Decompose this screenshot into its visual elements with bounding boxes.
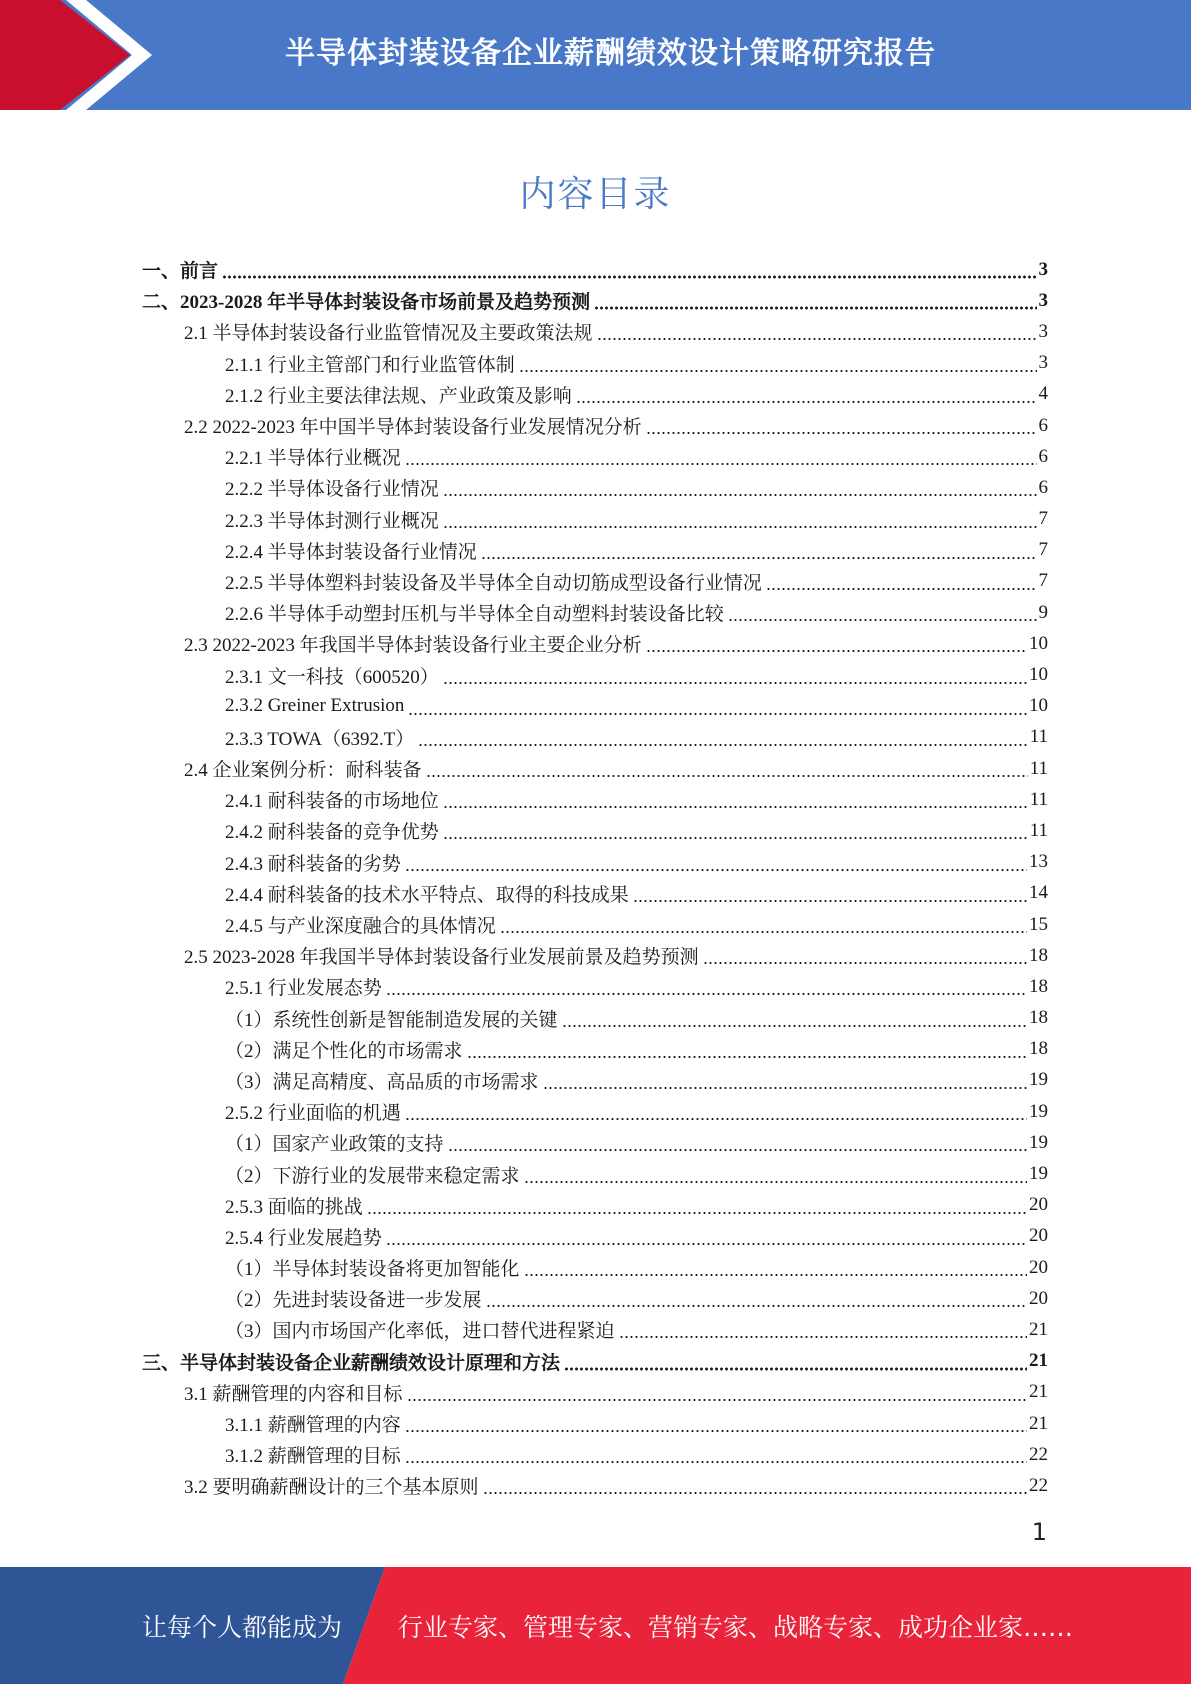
footer-slogan-left: 让每个人都能成为 bbox=[142, 1612, 343, 1642]
toc-entry-page: 18 bbox=[1029, 1007, 1048, 1029]
dot-leader bbox=[443, 510, 1037, 529]
toc-entry[interactable] bbox=[142, 1003, 1048, 1034]
toc-entry-label: 2.3.1 文一科技（600520） bbox=[225, 666, 439, 688]
toc-entry-page: 3 bbox=[1038, 320, 1048, 342]
toc-entry[interactable] bbox=[142, 628, 1048, 659]
dot-leader bbox=[222, 260, 1036, 279]
toc-entry-label: 2.2.6 半导体手动塑封压机与半导体全自动塑料封装设备比较 bbox=[225, 604, 724, 626]
toc-entry[interactable] bbox=[142, 971, 1048, 1002]
toc-entry[interactable] bbox=[142, 659, 1048, 690]
toc-entry-page: 14 bbox=[1029, 882, 1048, 904]
toc-entry-label: 3.2 要明确薪酬设计的三个基本原则 bbox=[184, 1477, 479, 1499]
toc-entry-label: 2.3 2022-2023 年我国半导体封装设备行业主要企业分析 bbox=[184, 635, 642, 657]
toc-entry-label: 2.5 2023-2028 年我国半导体封装设备行业发展前景及趋势预测 bbox=[184, 947, 699, 969]
report-title: 半导体封装设备企业薪酬绩效设计策略研究报告 bbox=[285, 36, 936, 71]
dot-leader bbox=[524, 1258, 1027, 1277]
toc-entry[interactable] bbox=[142, 1283, 1048, 1314]
toc-entry[interactable] bbox=[142, 285, 1048, 316]
dot-leader bbox=[467, 1040, 1027, 1059]
toc-entry-page: 11 bbox=[1029, 819, 1048, 841]
toc-entry[interactable] bbox=[142, 1346, 1048, 1377]
toc-entry-label: 3.1.1 薪酬管理的内容 bbox=[225, 1415, 401, 1437]
dot-leader bbox=[367, 1196, 1027, 1215]
header-banner bbox=[0, 0, 1191, 110]
toc-entry[interactable] bbox=[142, 847, 1048, 878]
toc-entry-label: （1）半导体封装设备将更加智能化 bbox=[225, 1259, 520, 1281]
toc-entry[interactable] bbox=[142, 940, 1048, 971]
toc-entry-label: 2.5.2 行业面临的机遇 bbox=[225, 1103, 401, 1125]
toc-entry[interactable] bbox=[142, 784, 1048, 815]
toc-entry[interactable] bbox=[142, 1252, 1048, 1283]
toc-entry-label: 2.4.1 耐科装备的市场地位 bbox=[225, 791, 439, 813]
dot-leader bbox=[594, 291, 1036, 310]
dot-leader bbox=[597, 322, 1037, 341]
toc-entry-label: 2.5.4 行业发展趋势 bbox=[225, 1227, 382, 1249]
toc-entry-page: 10 bbox=[1029, 632, 1048, 654]
toc-entry[interactable] bbox=[142, 1408, 1048, 1439]
toc-entry-label: 一、前言 bbox=[142, 261, 219, 283]
toc-entry-label: 2.5.3 面临的挑战 bbox=[225, 1196, 363, 1218]
table-of-contents bbox=[142, 254, 1048, 1502]
dot-leader bbox=[703, 946, 1027, 965]
toc-entry-page: 19 bbox=[1029, 1163, 1048, 1185]
dot-leader bbox=[386, 977, 1027, 996]
toc-entry[interactable] bbox=[142, 1221, 1048, 1252]
dot-leader bbox=[407, 1383, 1027, 1402]
toc-entry-page: 9 bbox=[1038, 601, 1048, 623]
dot-leader bbox=[519, 354, 1037, 373]
toc-entry-label: 2.4 企业案例分析：耐科装备 bbox=[184, 760, 422, 782]
toc-entry-label: 2.1.1 行业主管部门和行业监管体制 bbox=[225, 354, 515, 376]
toc-entry-page: 7 bbox=[1038, 570, 1048, 592]
toc-heading: 内容目录 bbox=[519, 174, 672, 215]
toc-entry-page: 11 bbox=[1029, 757, 1048, 779]
footer-banner bbox=[0, 1567, 1191, 1684]
dot-leader bbox=[646, 634, 1027, 653]
toc-entry[interactable] bbox=[142, 691, 1048, 722]
dot-leader bbox=[500, 915, 1027, 934]
dot-leader bbox=[766, 572, 1037, 591]
toc-entry-label: 2.5.1 行业发展态势 bbox=[225, 978, 382, 1000]
toc-entry[interactable] bbox=[142, 815, 1048, 846]
dot-leader bbox=[443, 666, 1027, 685]
toc-entry-label: 2.4.3 耐科装备的劣势 bbox=[225, 853, 401, 875]
toc-entry-page: 19 bbox=[1029, 1131, 1048, 1153]
toc-entry-label: 2.2.1 半导体行业概况 bbox=[225, 448, 401, 470]
toc-entry[interactable] bbox=[142, 1096, 1048, 1127]
toc-entry[interactable] bbox=[142, 348, 1048, 379]
toc-entry[interactable] bbox=[142, 1065, 1048, 1096]
toc-entry-label: 2.1.2 行业主要法律法规、产业政策及影响 bbox=[225, 385, 572, 407]
toc-entry[interactable] bbox=[142, 909, 1048, 940]
toc-entry-label: 三、半导体封装设备企业薪酬绩效设计原理和方法 bbox=[142, 1352, 561, 1374]
toc-entry-label: 2.4.2 耐科装备的竞争优势 bbox=[225, 822, 439, 844]
toc-entry-label: （2）下游行业的发展带来稳定需求 bbox=[225, 1165, 520, 1187]
dot-leader bbox=[443, 821, 1028, 840]
dot-leader bbox=[481, 541, 1037, 560]
toc-entry[interactable] bbox=[142, 1034, 1048, 1065]
dot-leader bbox=[524, 1165, 1027, 1184]
toc-entry[interactable] bbox=[142, 1158, 1048, 1189]
toc-entry-label: 二、2023-2028 年半导体封装设备市场前景及趋势预测 bbox=[142, 292, 591, 314]
dot-leader bbox=[408, 697, 1027, 716]
toc-entry-label: 2.3.3 TOWA（6392.T） bbox=[225, 728, 415, 750]
dot-leader bbox=[448, 1133, 1027, 1152]
toc-entry[interactable] bbox=[142, 566, 1048, 597]
red-arrow-shape bbox=[0, 0, 130, 110]
dot-leader bbox=[405, 853, 1027, 872]
dot-leader bbox=[426, 759, 1028, 778]
toc-entry-page: 21 bbox=[1029, 1318, 1048, 1340]
dot-leader bbox=[576, 385, 1037, 404]
toc-entry-page: 20 bbox=[1029, 1256, 1048, 1278]
toc-entry-label: （1）系统性创新是智能制造发展的关键 bbox=[225, 1009, 558, 1031]
toc-entry-page: 7 bbox=[1038, 539, 1048, 561]
toc-entry-label: 2.4.4 耐科装备的技术水平特点、取得的科技成果 bbox=[225, 884, 629, 906]
toc-entry-label: （2）满足个性化的市场需求 bbox=[225, 1040, 463, 1062]
dot-leader bbox=[418, 728, 1027, 747]
toc-entry-page: 6 bbox=[1038, 476, 1048, 498]
toc-entry-label: 3.1 薪酬管理的内容和目标 bbox=[184, 1383, 403, 1405]
dot-leader bbox=[562, 1009, 1027, 1028]
dot-leader bbox=[443, 478, 1037, 497]
toc-entry[interactable] bbox=[142, 597, 1048, 628]
dot-leader bbox=[405, 447, 1037, 466]
toc-entry-page: 6 bbox=[1038, 445, 1048, 467]
toc-entry-page: 21 bbox=[1029, 1381, 1048, 1403]
toc-entry[interactable] bbox=[142, 1470, 1048, 1501]
dot-leader bbox=[386, 1227, 1027, 1246]
dot-leader bbox=[564, 1352, 1027, 1371]
toc-entry-page: 3 bbox=[1038, 258, 1048, 280]
toc-entry-page: 22 bbox=[1029, 1443, 1048, 1465]
toc-entry-page: 11 bbox=[1029, 726, 1048, 748]
toc-entry[interactable] bbox=[142, 722, 1048, 753]
toc-entry[interactable] bbox=[142, 472, 1048, 503]
toc-entry[interactable] bbox=[142, 1190, 1048, 1221]
toc-entry-page: 10 bbox=[1029, 664, 1048, 686]
toc-entry[interactable] bbox=[142, 254, 1048, 285]
toc-entry-page: 13 bbox=[1029, 851, 1048, 873]
toc-entry[interactable] bbox=[142, 504, 1048, 535]
dot-leader bbox=[443, 790, 1028, 809]
toc-entry-page: 21 bbox=[1029, 1412, 1048, 1434]
dot-leader bbox=[405, 1445, 1027, 1464]
footer-slogan-right: 行业专家、管理专家、营销专家、战略专家、成功企业家…… bbox=[398, 1612, 1074, 1642]
toc-entry-page: 19 bbox=[1029, 1069, 1048, 1091]
dot-leader bbox=[483, 1476, 1027, 1495]
toc-entry[interactable] bbox=[142, 1439, 1048, 1470]
toc-entry-label: 2.2.5 半导体塑料封装设备及半导体全自动切筋成型设备行业情况 bbox=[225, 572, 762, 594]
toc-entry-page: 22 bbox=[1029, 1474, 1048, 1496]
toc-entry-label: 2.2 2022-2023 年中国半导体封装设备行业发展情况分析 bbox=[184, 417, 642, 439]
toc-entry-page: 6 bbox=[1038, 414, 1048, 436]
toc-entry[interactable] bbox=[142, 1314, 1048, 1345]
toc-entry-label: 2.2.2 半导体设备行业情况 bbox=[225, 479, 439, 501]
toc-entry-page: 4 bbox=[1038, 383, 1048, 405]
toc-entry-page: 15 bbox=[1029, 913, 1048, 935]
toc-entry[interactable] bbox=[142, 878, 1048, 909]
toc-entry-label: （3）国内市场国产化率低，进口替代进程紧迫 bbox=[225, 1321, 615, 1343]
toc-entry-page: 20 bbox=[1029, 1194, 1048, 1216]
toc-entry-page: 11 bbox=[1029, 788, 1048, 810]
dot-leader bbox=[619, 1320, 1027, 1339]
toc-entry-page: 21 bbox=[1029, 1350, 1048, 1372]
toc-entry[interactable] bbox=[142, 441, 1048, 472]
toc-entry-label: 2.3.2 Greiner Extrusion bbox=[225, 695, 405, 717]
toc-entry-label: （1）国家产业政策的支持 bbox=[225, 1134, 444, 1156]
toc-entry-page: 3 bbox=[1038, 289, 1048, 311]
dot-leader bbox=[543, 1071, 1027, 1090]
toc-entry[interactable] bbox=[142, 1377, 1048, 1408]
page-number: 1 bbox=[1031, 1518, 1047, 1546]
dot-leader bbox=[633, 884, 1027, 903]
toc-entry-label: 3.1.2 薪酬管理的目标 bbox=[225, 1446, 401, 1468]
toc-entry[interactable] bbox=[142, 410, 1048, 441]
toc-entry[interactable] bbox=[142, 753, 1048, 784]
toc-entry-page: 20 bbox=[1029, 1225, 1048, 1247]
toc-entry-page: 7 bbox=[1038, 508, 1048, 530]
toc-entry-page: 19 bbox=[1029, 1100, 1048, 1122]
toc-entry-label: 2.1 半导体封装设备行业监管情况及主要政策法规 bbox=[184, 323, 593, 345]
toc-entry-label: 2.2.4 半导体封装设备行业情况 bbox=[225, 541, 477, 563]
toc-entry-label: 2.2.3 半导体封测行业概况 bbox=[225, 510, 439, 532]
toc-entry-page: 18 bbox=[1029, 975, 1048, 997]
dot-leader bbox=[728, 603, 1037, 622]
toc-entry-page: 18 bbox=[1029, 944, 1048, 966]
toc-entry-page: 20 bbox=[1029, 1287, 1048, 1309]
dot-leader bbox=[486, 1289, 1027, 1308]
toc-entry-label: （3）满足高精度、高品质的市场需求 bbox=[225, 1071, 539, 1093]
toc-entry-label: 2.4.5 与产业深度融合的具体情况 bbox=[225, 916, 496, 938]
toc-entry[interactable] bbox=[142, 316, 1048, 347]
toc-entry-page: 10 bbox=[1029, 695, 1048, 717]
toc-entry-page: 18 bbox=[1029, 1038, 1048, 1060]
dot-leader bbox=[405, 1102, 1027, 1121]
toc-entry-label: （2）先进封装设备进一步发展 bbox=[225, 1290, 482, 1312]
toc-entry-page: 3 bbox=[1038, 352, 1048, 374]
dot-leader bbox=[405, 1414, 1027, 1433]
toc-entry[interactable] bbox=[142, 379, 1048, 410]
dot-leader bbox=[646, 416, 1037, 435]
toc-entry[interactable] bbox=[142, 1127, 1048, 1158]
toc-entry[interactable] bbox=[142, 535, 1048, 566]
